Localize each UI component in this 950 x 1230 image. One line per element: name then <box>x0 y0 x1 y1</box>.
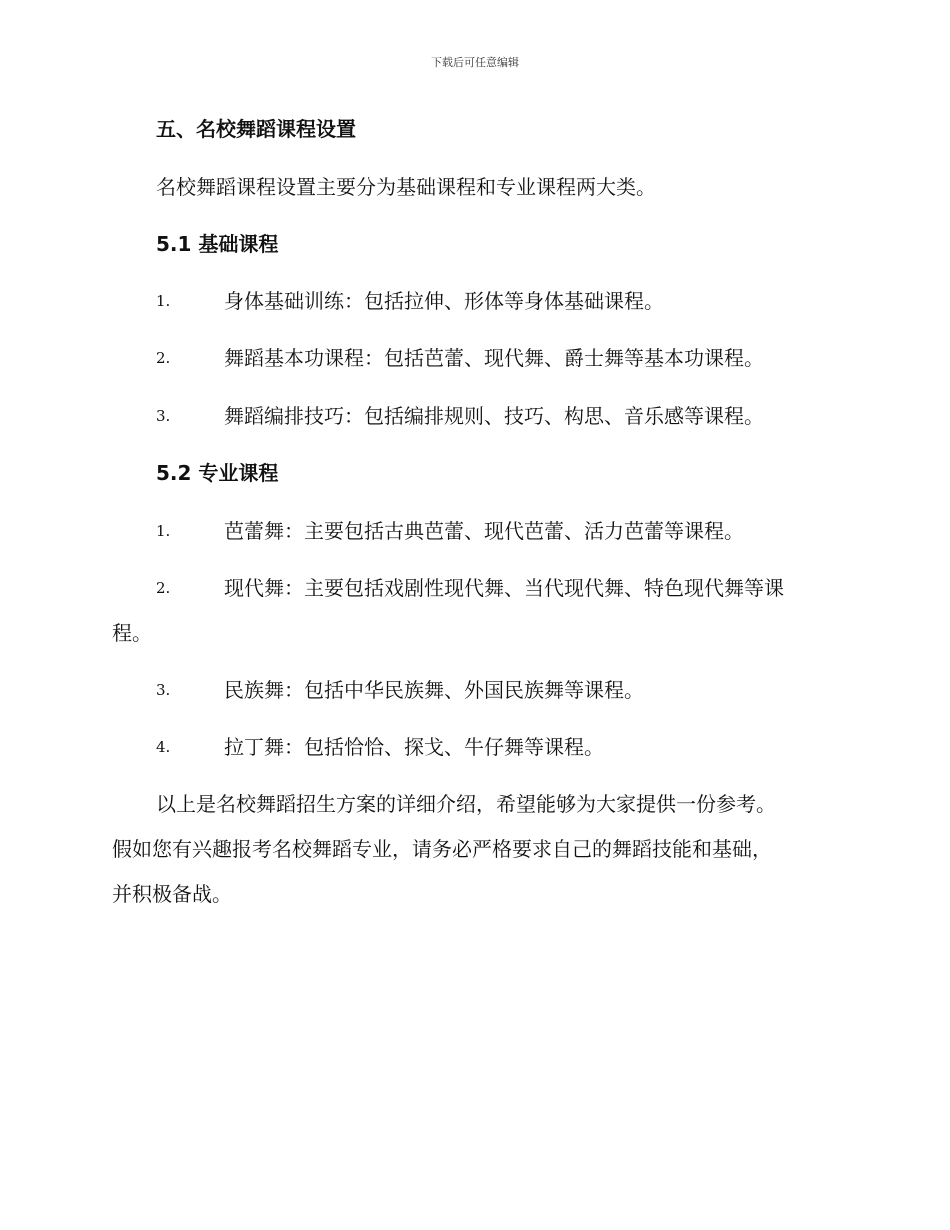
list-item <box>0 733 950 761</box>
basic-courses-title: 5.1 基础课程 <box>156 232 279 256</box>
list-item <box>0 517 950 545</box>
intro-paragraph: 名校舞蹈课程设置主要分为基础课程和专业课程两大类。 <box>156 175 656 199</box>
list-number: 2. <box>156 579 171 597</box>
list-item <box>0 676 950 704</box>
list-number: 2. <box>156 349 171 367</box>
list-text: 舞蹈编排技巧：包括编排规则、技巧、构思、音乐感等课程。 <box>224 404 764 428</box>
header-note: 下载后可任意编辑 <box>431 56 519 69</box>
list-number: 4. <box>156 738 171 756</box>
list-text: 芭蕾舞：主要包括古典芭蕾、现代芭蕾、活力芭蕾等课程。 <box>224 519 744 543</box>
list-item <box>0 574 950 602</box>
list-text: 拉丁舞：包括恰恰、探戈、牛仔舞等课程。 <box>224 735 604 759</box>
section-title: 五、名校舞蹈课程设置 <box>156 117 356 141</box>
list-text: 民族舞：包括中华民族舞、外国民族舞等课程。 <box>224 678 644 702</box>
list-text-continuation: 程。 <box>112 621 152 645</box>
list-item <box>0 344 950 372</box>
professional-courses-title: 5.2 专业课程 <box>156 461 279 485</box>
list-number: 3. <box>156 681 171 699</box>
list-text: 身体基础训练：包括拉伸、形体等身体基础课程。 <box>224 289 664 313</box>
list-text: 现代舞：主要包括戏剧性现代舞、当代现代舞、特色现代舞等课 <box>224 576 784 600</box>
list-item <box>0 287 950 315</box>
conclusion-line-3: 并积极备战。 <box>112 882 232 906</box>
list-number: 1. <box>156 292 171 310</box>
list-text: 舞蹈基本功课程：包括芭蕾、现代舞、爵士舞等基本功课程。 <box>224 346 764 370</box>
conclusion-line-2: 假如您有兴趣报考名校舞蹈专业，请务必严格要求自己的舞蹈技能和基础， <box>112 837 772 861</box>
list-number: 3. <box>156 407 171 425</box>
conclusion-line-1: 以上是名校舞蹈招生方案的详细介绍，希望能够为大家提供一份参考。 <box>156 792 776 816</box>
list-item <box>0 402 950 430</box>
list-number: 1. <box>156 522 171 540</box>
